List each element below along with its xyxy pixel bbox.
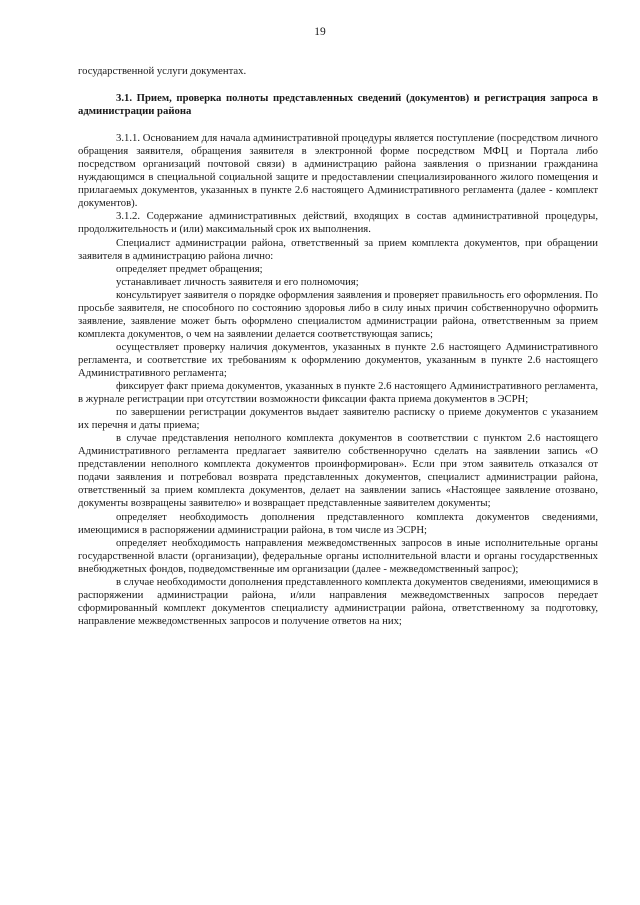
paragraph: в случае необходимости дополнения представленного комплекта документов сведениями, имеющимися в распоряжении администрации района, и/или направления межведомственных запросов передает сформированный комплект документов специалисту администрации района, ответственному за подготовку, направление межведомственных запросов и получение ответов на них; [78, 575, 598, 627]
page-number: 19 [314, 26, 326, 38]
paragraph: осуществляет проверку наличия документов, указанных в пункте 2.6 настоящего Административного регламента, и соответствие их требованиям к оформлению документов, указанным в пункте 2.6 настоящего Административного регламента; [78, 340, 598, 379]
paragraph: в случае представления неполного комплекта документов в соответствии с пунктом 2.6 настоящего Административного регламента предлагает заявителю собственноручно сделать на заявлении запись «О представлении неполного комплекта документов проинформирован». Если при этом заявитель отказался от подачи заявления и потребовал возврата представленных документов, специалист администрации района, ответственный за прием комплекта документов, делает на заявлении запись «Настоящее заявление отозвано, документы возвращены заявителю» и возвращает представленные заявителем документы; [78, 432, 598, 510]
paragraph: фиксирует факт приема документов, указанных в пункте 2.6 настоящего Административного регламента, в журнале регистрации при отсутствии возможности фиксации факта приема документов в ЭСРН; [78, 380, 598, 406]
section-heading: 3.1. Прием, проверка полноты представленных сведений (документов) и регистрация запроса в администрации района [78, 92, 598, 118]
paragraph: по завершении регистрации документов выдает заявителю расписку о приеме документов с указанием их перечня и даты приема; [78, 406, 598, 432]
intro-text: государственной услуги документах. [78, 65, 247, 77]
paragraph: определяет предмет обращения; [116, 262, 263, 275]
paragraph-3-1-1: 3.1.1. Основанием для начала административной процедуры является поступление (посредством личного обращения заявителя, обращения заявителя в электронной форме посредством МФЦ и Портала либо посредством организаций почтовой связи) в администрацию района заявления о признании гражданина нуждающимся в специальной социальной защите и предоставлении специализированного жилого помещения и прилагаемых документов, указанных в пункте 2.6 настоящего Административного регламента (далее - комплект документов). [78, 132, 598, 210]
paragraph-3-1-2: 3.1.2. Содержание административных действий, входящих в состав административной процедуры, продолжительность и (или) максимальный срок их выполнения. [78, 210, 598, 236]
paragraph: Специалист администрации района, ответственный за прием комплекта документов, при обращении заявителя в администрацию района лично: [78, 236, 598, 262]
paragraph: консультирует заявителя о порядке оформления заявления и проверяет правильность его оформления. По просьбе заявителя, не способного по состоянию здоровья либо в силу иных причин собственноручно оформить заявление, заявление может быть оформлено специалистом администрации района, ответственным за прием комплекта документов, о чем на заявлении делается соответствующая запись; [78, 288, 598, 340]
paragraph: устанавливает личность заявителя и его полномочия; [116, 275, 359, 288]
document-body [78, 65, 598, 628]
paragraph: определяет необходимость направления межведомственных запросов в иные исполнительные органы государственной власти (организации), федеральные органы исполнительной власти и органы государственных внебюджетных фондов, подведомственные им организации (далее - межведомственный запрос); [78, 536, 598, 575]
paragraph: определяет необходимость дополнения представленного комплекта документов сведениями, имеющимися в распоряжении администрации района, в том числе из ЭСРН; [78, 510, 598, 536]
